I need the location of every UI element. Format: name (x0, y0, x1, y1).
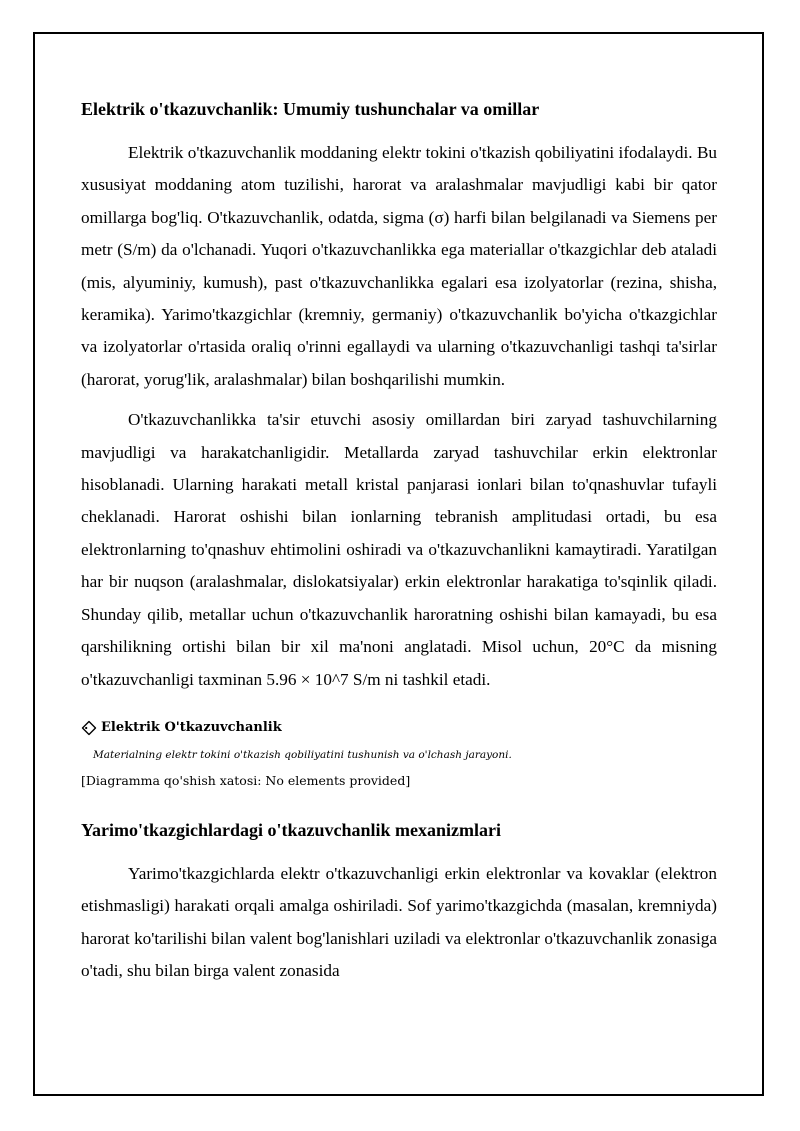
section-heading: Yarimo'tkazgichlardagi o'tkazuvchanlik mexanizmlari (81, 819, 501, 840)
diagram-title: Elektrik O'tkazuvchanlik (101, 719, 282, 735)
diagram-block (81, 718, 717, 790)
document-content (81, 97, 717, 988)
paragraph: O'tkazuvchanlikka ta'sir etuvchi asosiy omillardan biri zaryad tashuvchilarning mavjudligi va harakatchanligidir. Metallarda zaryad tashuvchilar erkin elektronlar hisoblanadi. Ularning harakati metall kristal panjarasi ionlari bilan to'qnashuvlar tufayli cheklanadi. Harorat oshishi bilan ionlarning tebranish amplitudasi ortadi, bu esa elektronlarning to'qnashuv ehtimolini oshiradi va o'tkazuvchanlikni kamaytiradi. Yaratilgan har bir nuqson (aralashmalar, dislokatsiyalar) erkin elektronlar harakatiga to'sqinlik qiladi. Shunday qilib, metallar uchun o'tkazuvchanlik haroratning oshishi bilan kamayadi, bu esa qarshilikning ortishi bilan bir xil ma'noni anglatadi. Misol uchun, 20°C da misning o'tkazuvchanligi taxminan 5.96 × 10^7 S/m ni tashkil etadi. (81, 410, 717, 689)
diagram-error: [Diagramma qo'shish xatosi: No elements provided] (81, 772, 411, 788)
diagram-title-row (81, 718, 717, 738)
paragraph: Yarimo'tkazgichlarda elektr o'tkazuvchanligi erkin elektronlar va kovaklar (elektron etishmasligi) harakati orqali amalga oshiriladi. Sof yarimo'tkazgichda (masalan, kremniyda) harorat ko'tarilishi bilan valent bog'lanishlari uziladi va elektronlar o'tkazuvchanlik zonasiga o'tadi, shu bilan birga valent zonasida (81, 863, 717, 981)
section-heading: Elektrik o'tkazuvchanlik: Umumiy tushunchalar va omillar (81, 99, 540, 119)
diagram-subtitle: Materialning elektr tokini o'tkazish qobiliyatini tushunish va o'lchash jarayoni. (93, 748, 512, 761)
tag-icon (81, 720, 97, 736)
paragraph: Elektrik o'tkazuvchanlik moddaning elektr tokini o'tkazish qobiliyatini ifodalaydi. Bu xususiyat moddaning atom tuzilishi, harorat va aralashmalar mavjudligi kabi bir qator omillarga bog'liq. O'tkazuvchanlik, odatda, sigma (σ) harfi bilan belgilanadi va Siemens per metr (S/m) da o'lchanadi. Yuqori o'tkazuvchanlikka ega materiallar o'tkazgichlar deb ataladi (mis, alyuminiy, kumush), past o'tkazuvchanlikka egalari esa izolyatorlar (rezina, shisha, keramika). Yarimo'tkazgichlar (kremniy, germaniy) o'tkazuvchanlik bo'yicha o'tkazgichlar va izolyatorlar o'rtasida oraliq o'rinni egallaydi va ularning o'tkazuvchanligi tashqi ta'sirlar (harorat, yorug'lik, aralashmalar) bilan boshqarilishi mumkin. (81, 143, 717, 389)
